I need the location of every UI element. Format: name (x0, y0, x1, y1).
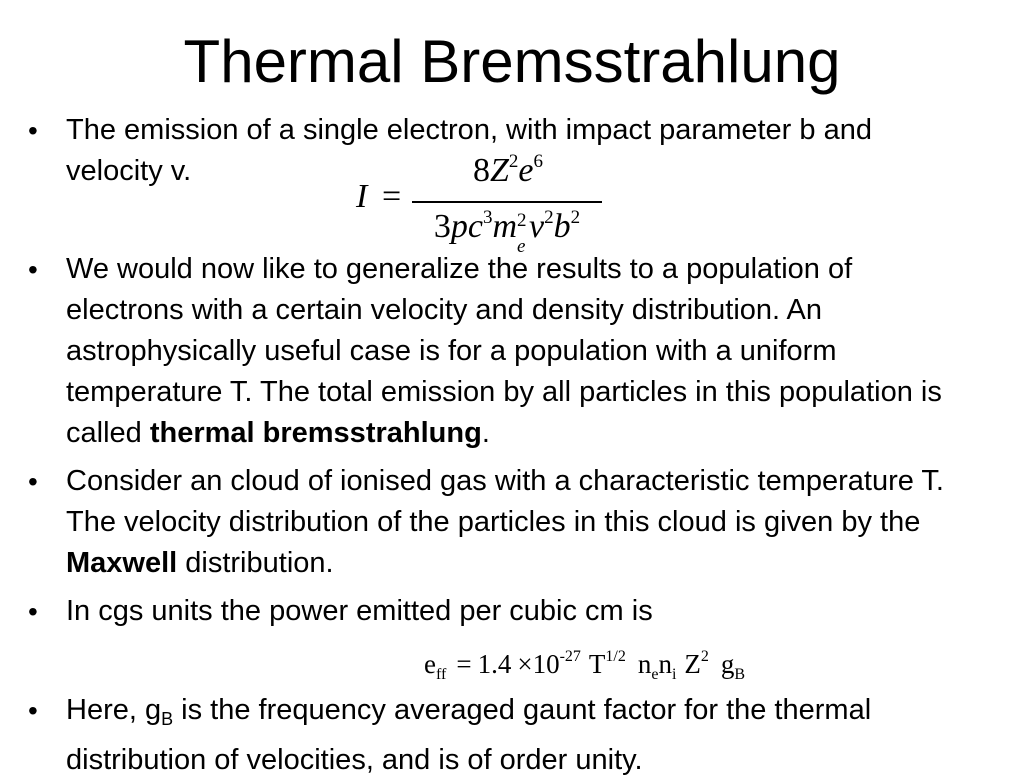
eq2-g: g (720, 649, 735, 679)
eq2-n2: n (658, 649, 672, 679)
bullet-5-text-end: is the frequency averaged gaunt factor for the thermal distribution of velocities, and is of order unity. (66, 694, 872, 776)
eq1-den-v: v (529, 208, 545, 245)
eq2-n1: n (637, 649, 652, 679)
slide-title: Thermal Bremsstrahlung (183, 28, 841, 95)
eq2-g-sub: B (734, 666, 746, 683)
eq2-Z-exp: 2 (700, 648, 709, 665)
eq1-numerator (416, 152, 600, 190)
eq1-num-Z: Z (489, 152, 509, 189)
eq1-den-c: c (467, 208, 483, 245)
eq1-den-b-exp: 2 (570, 207, 581, 228)
bullet-marker: • (28, 115, 38, 146)
bullet-3-bold-term: Maxwell (66, 547, 178, 579)
bullet-5-subscript: B (161, 709, 174, 729)
bullet-2 (28, 249, 976, 454)
power-emitted-equation (424, 644, 745, 684)
eq2-ten-exp: -27 (559, 648, 581, 665)
eq1-num-Z-exp: 2 (508, 151, 519, 172)
eq2-e: e (424, 649, 436, 679)
single-electron-emission-equation (356, 151, 606, 257)
bullet-3-text-end: distribution. (177, 547, 334, 579)
eq1-num-e-exp: 6 (533, 151, 543, 172)
bullet-marker: • (28, 596, 38, 627)
bullet-5-text: Here, g (66, 694, 162, 726)
bullet-marker: • (28, 695, 38, 726)
eq2-n2-sub: i (671, 666, 677, 683)
eq2-times: × (517, 649, 533, 679)
eq1-den-m: m (492, 208, 518, 245)
eq1-lhs: I (356, 178, 368, 215)
eq1-den-c-exp: 3 (482, 207, 493, 228)
eq1-fraction-bar (412, 201, 602, 203)
bullet-4-text: In cgs units the power emitted per cubic cm is (66, 595, 653, 627)
bullet-marker: • (28, 254, 38, 285)
eq1-denominator: $3pc^3m$ 2 e $v^2b^2$ (433, 207, 581, 257)
eq2-Z: Z (684, 649, 701, 679)
eq1-den-v-exp: 2 (544, 207, 554, 228)
bullet-4 (28, 591, 976, 632)
eq2-T-exp: 1/2 (605, 648, 626, 665)
eq1-num-e: e (518, 152, 534, 189)
eq1-equals: = (382, 178, 402, 215)
eq2-equals: = (456, 649, 472, 679)
bullet-2-bold-term: thermal bremsstrahlung (149, 417, 482, 449)
bullet-5 (28, 690, 976, 781)
bullet-2-text-end: . (481, 417, 490, 449)
eq1-num-coef: 8 (472, 152, 490, 189)
eq2-e-sub: ff (435, 666, 447, 683)
bullet-1-text: The emission of a single electron, with impact parameter b and velocity v. (66, 114, 872, 187)
eq2-coef: 1.4 (477, 649, 512, 679)
eq2-n1-sub: e (651, 666, 659, 683)
eq2-ten: 10 (532, 649, 560, 679)
bullet-3-text: Consider an cloud of ionised gas with a characteristic temperature T. The velocity distribution of the particles in this cloud is given by the (66, 465, 944, 538)
eq2-T: T (588, 649, 606, 679)
bullet-2-text: We would now like to generalize the results to a population of electrons with a certain velocity and density distribution. An astrophysically useful case is for a population with a uniform temperature T. The total emission by all particles in this population is called (66, 253, 942, 449)
eq1-den-b: b (553, 208, 571, 245)
bullet-3 (28, 461, 976, 584)
eq1-den-coef: 3 (433, 208, 451, 245)
eq1-den-p: p (450, 208, 468, 245)
bullet-marker: • (28, 466, 38, 497)
